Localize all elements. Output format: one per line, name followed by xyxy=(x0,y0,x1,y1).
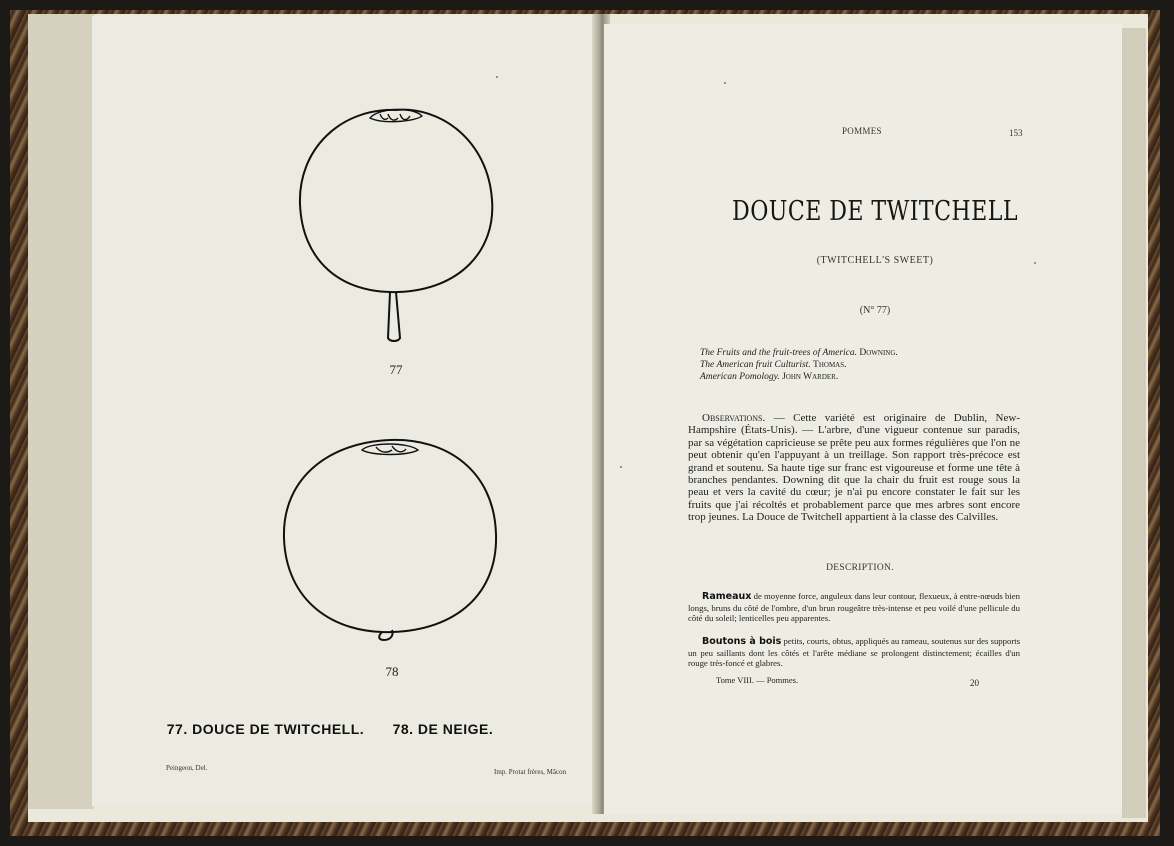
description-text: de moyenne force, anguleux dans leur contour, flexueux, à entre-nœuds bien longs, bruns du côté de l'ombre, d'un brun rougeâtre très-intense et peu voilé d'une pellicule du côté du soleil; lenticelles peu apparentes. xyxy=(688,591,1020,623)
description-heading: DESCRIPTION. xyxy=(826,563,894,573)
paper-speck xyxy=(1034,262,1036,264)
figure-number-78: 78 xyxy=(385,664,399,679)
page-number: 153 xyxy=(1009,128,1023,138)
printer-credit: Imp. Protat frères, Mâcon xyxy=(494,768,567,776)
references xyxy=(700,347,1020,383)
illustrator-credit: Peingeon, Del. xyxy=(166,764,208,772)
footer-signature: 20 xyxy=(970,678,979,688)
reference-line: The American fruit Culturist. Thomas. xyxy=(700,360,847,370)
footer-volume: Tome VIII. — Pommes. xyxy=(716,675,799,685)
reference-line: American Pomology. John Warder. xyxy=(700,372,839,382)
description-term: Boutons à bois xyxy=(702,636,782,647)
observations-paragraph xyxy=(688,412,1020,524)
caption-fig-77: 77. DOUCE DE TWITCHELL. xyxy=(166,721,365,737)
paper-speck xyxy=(724,82,726,84)
apple-drawing-78 xyxy=(278,430,508,650)
running-head: POMMES xyxy=(842,126,882,136)
plate-caption xyxy=(120,721,540,737)
observations-text: — Cette variété est originaire de Dublin, New-Hampshire (États-Unis). — L'arbre, d'une vigueur contenue sur paradis, par sa végétation capricieuse se prête peu aux formes régulières que l'on ne peut obtenir qu'en l'appuyant à un treillage. Son rapport très-précoce est grand et soutenu. Sa haute tige sur franc est vigoureuse et forme une tête à branches pendantes. Downing dit que la chair du fruit est rouge sous la peau et vers la cavité du cœur; je n'ai pu encore constater le fait sur les fruits que j'ai récoltés et probablement parce que mes arbres sont encore trop jeunes. La Douce de Twitchell appartient à la classe des Calvilles. xyxy=(688,412,1020,524)
figure-number-77: 77 xyxy=(389,362,403,377)
page-subtitle: (TWITCHELL'S SWEET) xyxy=(816,255,934,266)
page-edges-right xyxy=(1122,28,1146,818)
variety-number: (N° 77) xyxy=(859,305,891,316)
caption-fig-78: 78. DE NEIGE. xyxy=(392,721,494,737)
description-term: Rameaux xyxy=(702,591,752,602)
paper-speck xyxy=(496,76,498,78)
page-title: DOUCE DE TWITCHELL xyxy=(732,196,1018,227)
page-edges-left xyxy=(28,14,94,809)
paper-speck xyxy=(620,466,622,468)
description-rameaux xyxy=(688,591,1020,624)
description-text: petits, courts, obtus, appliqués au rameau, soutenus sur des supports un peu saillants dont les côtés et l'arête médiane se prolongent distinctement; écailles d'un rouge très-foncé et glabres. xyxy=(688,636,1021,668)
observations-label: Observations. xyxy=(702,412,766,424)
description-boutons xyxy=(688,636,1020,669)
apple-drawing-77 xyxy=(290,100,505,350)
reference-line: The Fruits and the fruit-trees of America. Downing. xyxy=(700,348,898,358)
